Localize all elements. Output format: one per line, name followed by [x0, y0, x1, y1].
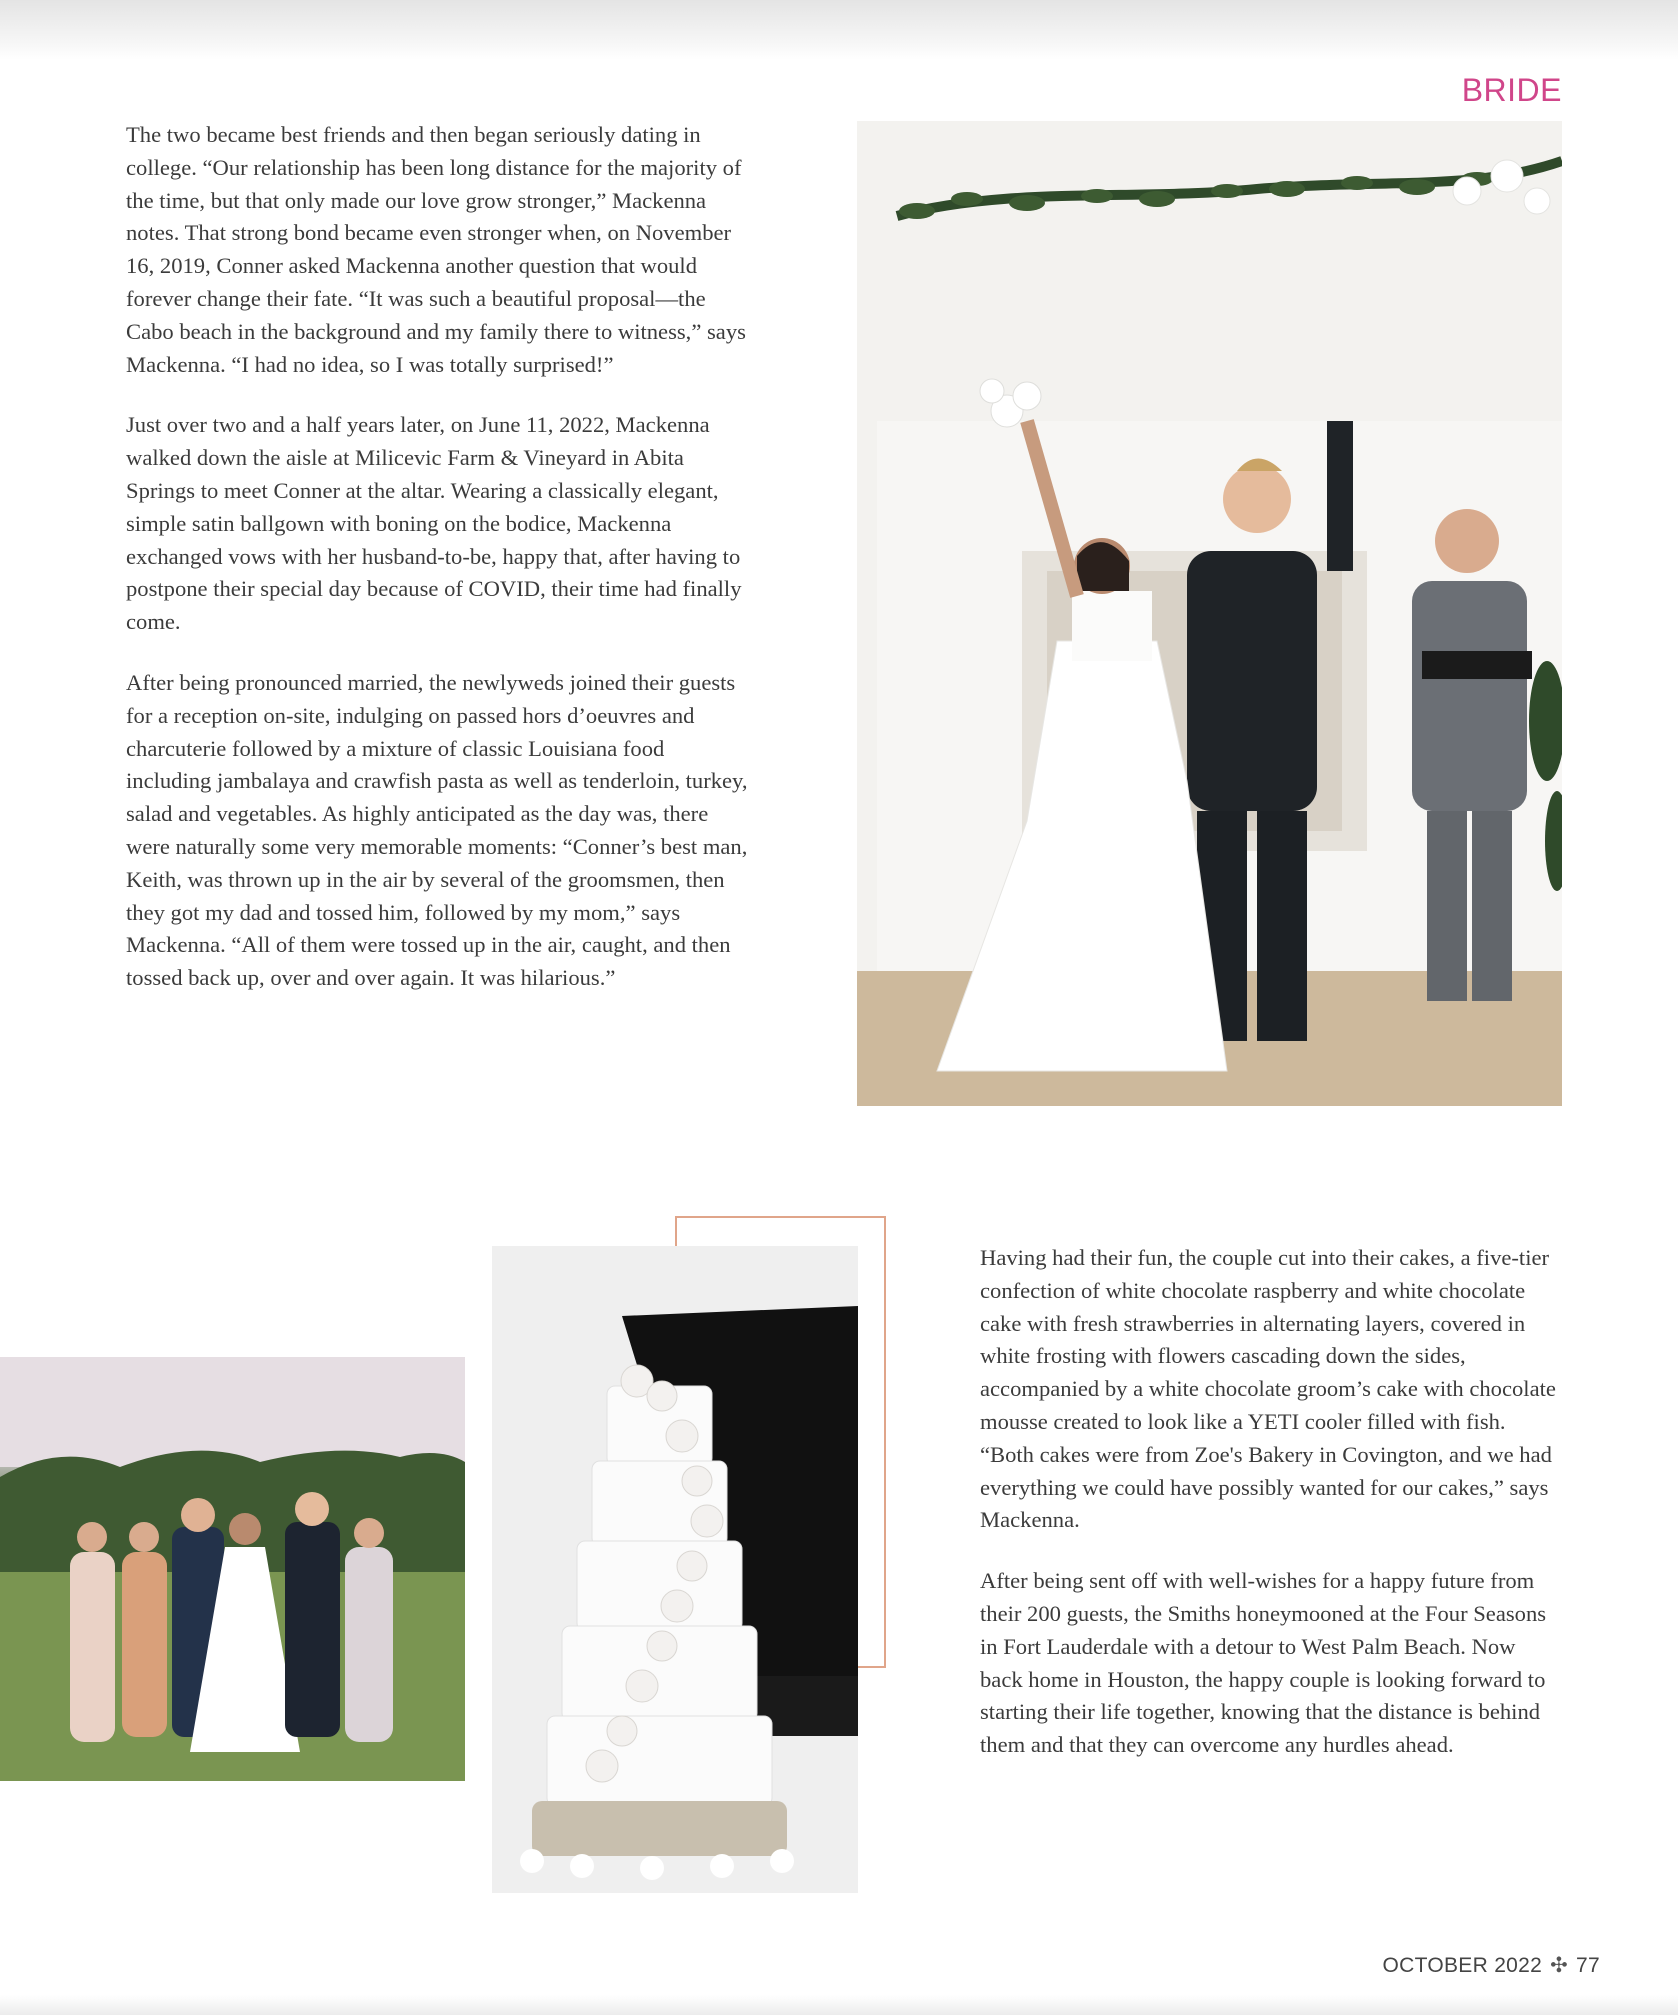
- article-paragraph: Having had their fun, the couple cut into their cakes, a five-tier confection of white chocolate raspberry and white chocolate cake with fresh strawberries in alternating layers, covered in white frosting with flowers cascading down the sides, accompanied by a white chocolate groom’s cake with chocolate mousse created to look like a YETI cooler filled with fish. “Both cakes were from Zoe's Bakery in Covington, and we had everything we could have possibly wanted for our cakes,” says Mackenna.: [980, 1245, 1556, 1533]
- cake-illustration: [492, 1246, 858, 1893]
- page-top-shadow: [0, 0, 1678, 60]
- article-paragraph: After being pronounced married, the newlyweds joined their guests for a reception on-site, indulging on passed hors d’oeuvres and charcuterie followed by a mixture of classic Louisiana food including jambalaya and crawfish pasta as well as tenderloin, turkey, salad and vegetables. As highly anticipated as the day was, there were naturally some very memorable moments: “Conner’s best man, Keith, was thrown up in the air by several of the groomsmen, then they got my dad and tossed him, followed by my mom,” says Mackenna. “All of them were tossed up in the air, caught, and then tossed back up, over and over again. It was hilarious.”: [126, 669, 748, 991]
- article-column-left: [126, 119, 754, 1023]
- wedding-cake-photo: [492, 1246, 858, 1893]
- page-footer: [1360, 1953, 1600, 1978]
- section-tag: BRIDE: [1461, 72, 1562, 108]
- page-number: 77: [1576, 1954, 1600, 1977]
- article-paragraph: The two became best friends and then began seriously dating in college. “Our relationship has been long distance for the majority of the time, but that only made our love grow stronger,” Mackenna notes. That strong bond became even stronger when, on November 16, 2019, Conner asked Mackenna another question that would forever change their fate. “It was such a beautiful proposal—the Cabo beach in the background and my family there to witness,” says Mackenna. “I had no idea, so I was totally surprised!”: [126, 122, 746, 377]
- page-bottom-shadow: [0, 1995, 1678, 2015]
- fleur-ornament-icon: ✣: [1550, 1954, 1569, 1977]
- ceremony-photo: [857, 121, 1562, 1106]
- issue-date: OCTOBER 2022: [1382, 1954, 1543, 1977]
- family-illustration: [0, 1357, 465, 1781]
- article-column-right: [980, 1242, 1560, 1790]
- article-paragraph: Just over two and a half years later, on June 11, 2022, Mackenna walked down the aisle at Milicevic Farm & Vineyard in Abita Springs to meet Conner at the altar. Wearing a classically elegant, simple satin ballgown with boning on the bodice, Mackenna exchanged vows with her husband-to-be, happy that, after having to postpone their special day because of COVID, their time had finally come.: [126, 412, 742, 635]
- ceremony-illustration: [857, 121, 1562, 1106]
- family-photo: [0, 1357, 465, 1781]
- article-paragraph: After being sent off with well-wishes for a happy future from their 200 guests, the Smiths honeymooned at the Four Seasons in Fort Lauderdale with a detour to West Palm Beach. Now back home in Houston, the happy couple is looking forward to starting their life together, knowing that the distance is behind them and that they can overcome any hurdles ahead.: [980, 1568, 1547, 1758]
